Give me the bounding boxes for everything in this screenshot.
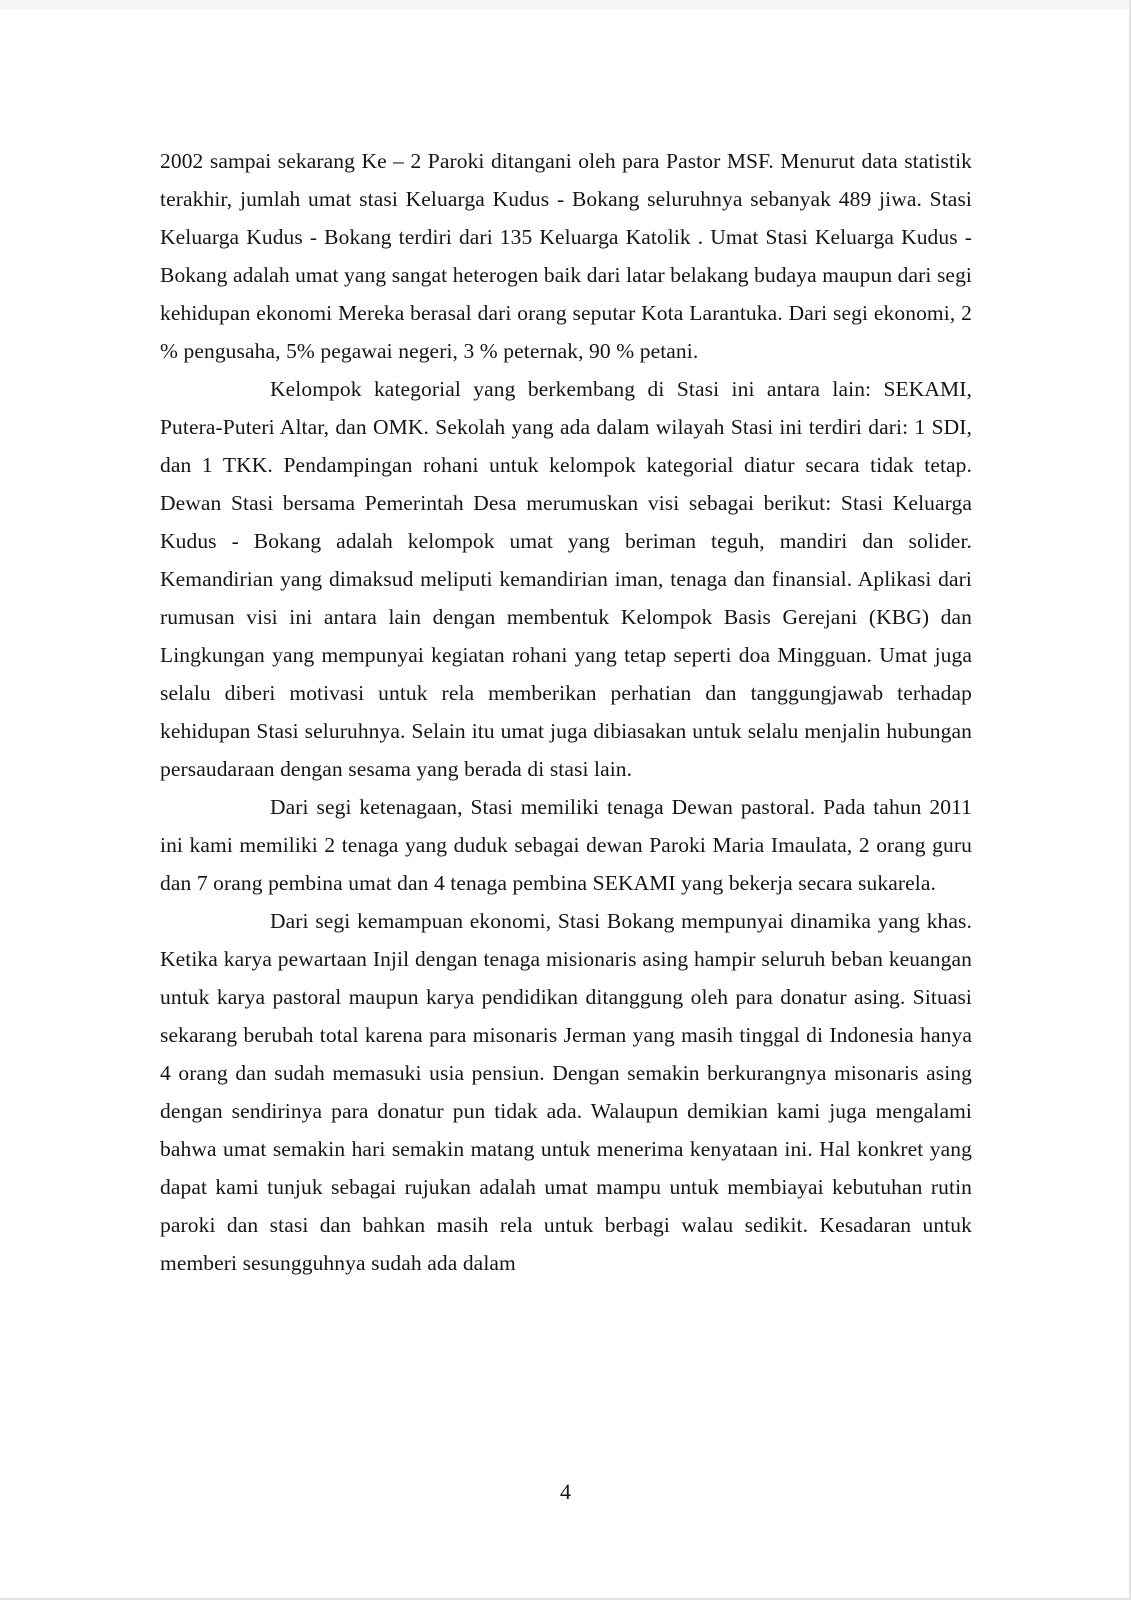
page-number: 4	[560, 1479, 571, 1504]
paragraph: Kelompok kategorial yang berkembang di Stasi ini antara lain: SEKAMI, Putera-Puteri Altar, dan OMK. Sekolah yang ada dalam wilayah Stasi ini terdiri dari: 1 SDI, dan 1 TKK. Pendampingan rohani untuk kelompok kategorial diatur secara tidak tetap. Dewan Stasi bersama Pemerintah Desa merumuskan visi sebagai berikut: Stasi Keluarga Kudus - Bokang adalah kelompok umat yang beriman teguh, mandiri dan solider. Kemandirian yang dimaksud meliputi kemandirian iman, tenaga dan finansial. Aplikasi dari rumusan visi ini antara lain dengan membentuk Kelompok Basis Gerejani (KBG) dan Lingkungan yang mempunyai kegiatan rohani yang tetap seperti doa Mingguan. Umat juga selalu diberi motivasi untuk rela memberikan perhatian dan tanggungjawab terhadap kehidupan Stasi seluruhnya. Selain itu umat juga dibiasakan untuk selalu menjalin hubungan persaudaraan dengan sesama yang berada di stasi lain.	[160, 377, 972, 781]
paragraph: Dari segi ketenagaan, Stasi memiliki tenaga Dewan pastoral. Pada tahun 2011 ini kami memiliki 2 tenaga yang duduk sebagai dewan Paroki Maria Imaulata, 2 orang guru dan 7 orang pembina umat dan 4 tenaga pembina SEKAMI yang bekerja secara sukarela.	[160, 795, 972, 895]
scan-edge	[0, 0, 1129, 9]
paragraph: 2002 sampai sekarang Ke – 2 Paroki ditangani oleh para Pastor MSF. Menurut data statistik terakhir, jumlah umat stasi Keluarga Kudus - Bokang seluruhnya sebanyak 489 jiwa. Stasi Keluarga Kudus - Bokang terdiri dari 135 Keluarga Katolik . Umat Stasi Keluarga Kudus - Bokang adalah umat yang sangat heterogen baik dari latar belakang budaya maupun dari segi kehidupan ekonomi Mereka berasal dari orang seputar Kota Larantuka. Dari segi ekonomi, 2 % pengusaha, 5% pegawai negeri, 3 % peternak, 90 % petani.	[160, 149, 972, 363]
paragraph: Dari segi kemampuan ekonomi, Stasi Bokang mempunyai dinamika yang khas. Ketika karya pewartaan Injil dengan tenaga misionaris asing hampir seluruh beban keuangan untuk karya pastoral maupun karya pendidikan ditanggung oleh para donatur asing. Situasi sekarang berubah total karena para misonaris Jerman yang masih tinggal di Indonesia hanya 4 orang dan sudah memasuki usia pensiun. Dengan semakin berkurangnya misonaris asing dengan sendirinya para donatur pun tidak ada. Walaupun demikian kami juga mengalami bahwa umat semakin hari semakin matang untuk menerima kenyataan ini. Hal konkret yang dapat kami tunjuk sebagai rujukan adalah umat mampu untuk membiayai kebutuhan rutin paroki dan stasi dan bahkan masih rela untuk berbagi walau sedikit. Kesadaran untuk memberi sesungguhnya sudah ada dalam	[160, 909, 972, 1275]
text-block	[160, 142, 972, 1282]
